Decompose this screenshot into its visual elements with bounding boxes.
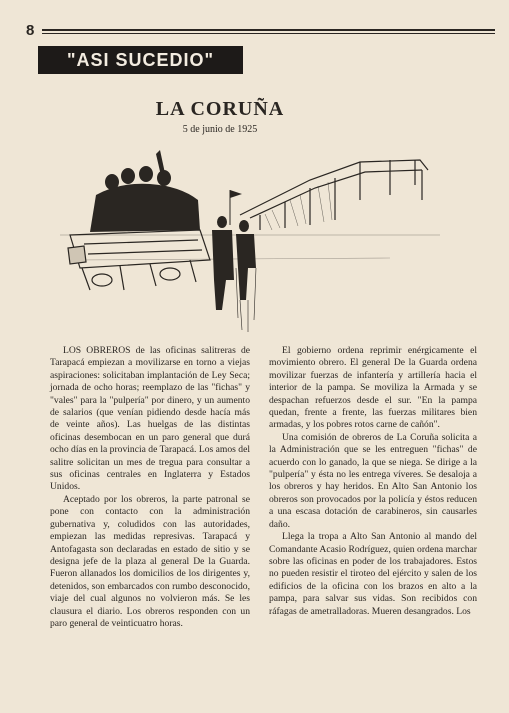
section-banner: "ASI SUCEDIO" xyxy=(38,46,243,74)
article-date: 5 de junio de 1925 xyxy=(182,124,258,135)
paragraph: LOS OBREROS de las oficinas salitreras de Tarapacá empiezan a movilizarse en torno a viejas aspiraciones: solicitaban implantación de Ley Seca; jornada de ocho horas; reemplazo de las "fichas" y "vales" para la "pulpería" por dinero, y un aumento de salarios (que venían pidiendo desde hacía más de veinte años). Las huelgas de las distintas oficinas desembocan en un paro general que durá ocho días en la provincia de Tarapacá. Los amos del salitre solicitan un mes de tregua para consultar a sus oficinas centrales en Inglaterra y Estados Unidos. xyxy=(50,345,251,493)
illustration-drawing xyxy=(60,140,440,340)
paragraph: Llega la tropa a Alto San Antonio al mando del Comandante Acasio Rodríguez, quien ordena marchar sobre las oficinas en poder de los trabajadores. Estos no pueden resistir el tiroteo del ejército y salen de los edificios de la oficina con los brazos en alto a la pampa, para salvar sus vidas. Son recibidos con ráfagas de ametralladoras. Mueren desangrados. Los xyxy=(269,531,477,617)
article-column-left xyxy=(50,345,250,630)
paragraph: El gobierno ordena reprimir enérgicamente el movimiento obrero. El general De la Guarda ordena movilizar fuerzas de infantería y artillería hacia el interior de la pampa. Se moviliza la Armada y se despachan refuerzos desde el sur. "En la pampa quedan, frente a frente, las fuerzas militares bien armadas, y los pobres rotos carne de cañón". xyxy=(269,345,477,431)
page-number: 8 xyxy=(26,22,35,39)
paragraph: Aceptado por los obreros, la parte patronal se pone con contacto con la administración gubernativa y, coludidos con las autoridades, empiezan las medidas represivas. Tarapacá y Antofagasta son declaradas en estado de sitio y se designa jefe de la plaza al general De la Guarda. Fueron allanados los domicilios de los dirigentes y, detenidos, son embarcados con rumbo desconocido, viaje del cual algunos no volvieron más. Se les clausura el diario. Los obreros responden con un paro general de veinticuatro horas. xyxy=(50,493,250,629)
paragraph: Una comisión de obreros de La Coruña solicita a la Administración que se les entreguen "fichas" de acuerdo con lo ganado, la que se niega. Se dirige a la "pulpería" y ésta no les entrega víveres. Se desaloja a los obreros y hay heridos. En Alto San Antonio los obreros son provocados por la policía y éstos reducen a una escasa dotación de carabineros, sin causarles daño. xyxy=(269,431,477,530)
header-rule-thin xyxy=(42,33,495,34)
article-headline: LA CORUÑA xyxy=(155,98,285,120)
article-column-right xyxy=(269,345,477,618)
header-rule xyxy=(42,29,495,31)
